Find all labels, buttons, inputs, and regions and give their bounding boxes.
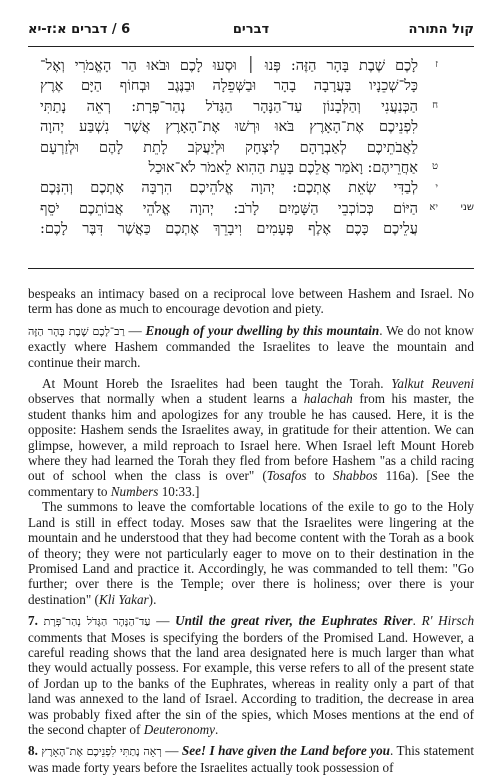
header-rule	[28, 46, 474, 47]
hebrew-line: אַחֲרֵיהֶם: וָאֹמַר אֲלֵכֶם בָּעֵת הַהִוא לֵאמֹר לֹא־אוּכַל	[148, 159, 418, 176]
commentary-paragraph: 8. רְאֵה נָתַתִּי לִפְנֵיכֶם אֶת־הָאָרֶץ — See! I have given the Land before you. This statement was made forty years before the Israelites actually took possession of	[28, 743, 474, 775]
commentary-text: 10:33.]	[158, 483, 200, 499]
aliyah-marker: שני	[460, 202, 474, 213]
lemma: See! I have given the Land before you	[181, 743, 391, 759]
hebrew-line: כָּל־שְׁכֵנָיו בָּעֲרָבָה בָהָר וּבַשְּׁפֵלָה וּבַנֶּגֶב וּבְחוֹף הַיָּם אֶרֶץ	[40, 78, 418, 95]
book-title: דברים	[232, 22, 270, 37]
verse-reference: 7.	[28, 613, 38, 629]
commentary-text: from his master, the student thanks him and apologizes for any trouble he has caused. Here, it is the opposite: Hashem sends the Israelites away, in gratitude for their attention. We can glimpse, however, a mild reproach to Israel here. When Israel left Mount Horeb where they had learned the Torah they fled from before Hashem "as a child racing out of school when the class is over" (	[28, 391, 474, 484]
commentary-text: . This statement was made forty years before the Israelites actually took possession of	[28, 743, 474, 775]
commentary-paragraph: רַב־לָכֶם שֶׁבֶת בָּהָר הַזֶּה — Enough of your dwelling by this mountain. We do not know exactly where Hashem commanded the Israelites to leave the mountain and continue their march.	[28, 322, 474, 370]
series-title: קול התורה	[408, 22, 474, 37]
lemma: Enough of your dwelling by this mountain	[145, 322, 380, 338]
hebrew-line: לִפְנֵיכֶם אֶת־הָאָרֶץ בֹּאוּ וּרְשׁוּ אֶת־הָאָרֶץ אֲשֶׁר נִשְׁבַּע יְהוָה	[40, 119, 418, 136]
italic-citation: halachah	[303, 391, 353, 407]
commentary-text: 116a). [See the commentary to	[28, 468, 474, 499]
commentary-text: At Mount Horeb the Israelites had been taught the Torah.	[42, 376, 392, 392]
hebrew-line: לַאֲבֹתֵיכֶם לְאַבְרָהָם לְיִצְחָק וּלְיַעֲקֹב לָתֵת לָהֶם וּלְזַרְעָם	[40, 139, 418, 156]
lemma: Until the great river, the Euphrates River	[175, 613, 413, 629]
hebrew-line: לָכֶם שֶׁבֶת בָּהָר הַזֶּה: פְּנוּ ׀ וּסְעוּ לָכֶם וּבֹאוּ הַר הָאֱמֹרִי וְאֶל־	[40, 58, 418, 74]
commentary-text: The summons to leave the comfortable locations of the exile to go to the Holy Land is still in effect today. Moses saw that the Israelites were lingering at the mountain and he understood that they had become content with the Torah as a book of theory; they were not particularly eager to move on to their destination in the Promised Land and practice it. Accordingly, he was commanded to tell them: "Go further; over there is the Temple; over there is holiness; over there is your destination" (	[28, 499, 474, 607]
page	[28, 8, 474, 775]
italic-citation: Deuteronomy	[143, 721, 216, 737]
hebrew-heading: רְאֵה נָתַתִּי לִפְנֵיכֶם אֶת־הָאָרֶץ	[41, 745, 162, 759]
hebrew-line: לְבַדִּי שְׂאֵת אֶתְכֶם: יְהוָה אֱלֹהֵיכֶם הִרְבָּה אֶתְכֶם וְהִנְּכֶם	[40, 180, 418, 197]
verse-number: י	[435, 182, 438, 193]
hebrew-column	[40, 56, 418, 240]
italic-citation: Yalkut Reuveni	[391, 376, 475, 392]
commentary-text: .	[215, 721, 219, 737]
verse-number: ח	[432, 100, 438, 111]
italic-citation: Numbers	[110, 483, 159, 499]
hebrew-heading: רַב־לָכֶם שֶׁבֶת בָּהָר הַזֶּה	[28, 324, 125, 338]
italic-citation: Tosafos	[266, 468, 307, 484]
commentary	[28, 286, 474, 775]
commentary-text: ).	[148, 591, 157, 607]
hebrew-heading: עַד־הַנָּהָר הַגָּדֹל נְהַר־פְּרָת	[43, 615, 151, 629]
hebrew-line: הַכְּנַעֲנִי וְהַלְּבָנוֹן עַד־הַנָּהָר הַגָּדֹל נְהַר־פְּרָת: רְאֵה נָתַתִּי	[40, 98, 418, 115]
hebrew-text-block	[28, 56, 474, 264]
text-separator-rule	[28, 268, 474, 269]
hebrew-line: הַיּוֹם כְּכוֹכְבֵי הַשָּׁמַיִם לָרֹב: יְהוָה אֱלֹהֵי אֲבוֹתֵכֶם יֹסֵף	[40, 200, 418, 217]
commentary-paragraph: 7. עַד־הַנָּהָר הַגָּדֹל נְהַר־פְּרָת — Until the great river, the Euphrates River. R' Hirsch comments that Moses is specifying the borders of the Promised Land. However, a careful reading shows that the land area designated here is much larger than what they would actually possess. For example, this verse refers to all of the present state of Jordan up to the banks of the Euphrates, whereas in reality only a part of that land was annexed to the land of Israel. According to tradition, the decrease in area was probably fixed after the sin of the spies, which Moses mentions at the end of the second chapter of Deuteronomy.	[28, 613, 475, 737]
commentary-paragraph: bespeaks an intimacy based on a reciprocal love between Hashem and Israel. No term has done as much to encourage devotion and piety.	[28, 286, 474, 317]
italic-citation: Shabbos	[332, 468, 378, 484]
commentary-paragraph	[28, 499, 474, 607]
commentary-text: .	[412, 613, 422, 629]
verse-number: ט	[431, 161, 438, 172]
verse-number: יא	[429, 202, 438, 213]
verse-reference: 8.	[28, 743, 38, 759]
commentary-text: to	[306, 468, 333, 484]
commentary-paragraph	[28, 376, 474, 499]
commentary-text: observes that normally when a student learns a	[28, 391, 304, 407]
verse-number: ז	[435, 59, 438, 70]
italic-citation: R' Hirsch	[421, 613, 475, 629]
italic-citation: Kli Yakar	[98, 591, 149, 607]
page-reference: 6 / דברים א:ז-יא	[28, 22, 131, 37]
hebrew-line: עֲלֵיכֶם כָּכֶם אֶלֶף פְּעָמִים וִיבָרֵךְ אֶתְכֶם כַּאֲשֶׁר דִּבֶּר לָכֶם:	[40, 221, 418, 238]
commentary-text: comments that Moses is specifying the borders of the Promised Land. However, a careful reading shows that the land area designated here is much larger than what they would actually possess. For example, this verse refers to all of the present state of Jordan up to the banks of the Euphrates, whereas in reality only a part of that land was annexed to the land of Israel. According to tradition, the decrease in area was probably fixed after the sin of the spies, which Moses mentions at the end of the second chapter of	[28, 629, 474, 737]
running-header	[28, 8, 474, 48]
